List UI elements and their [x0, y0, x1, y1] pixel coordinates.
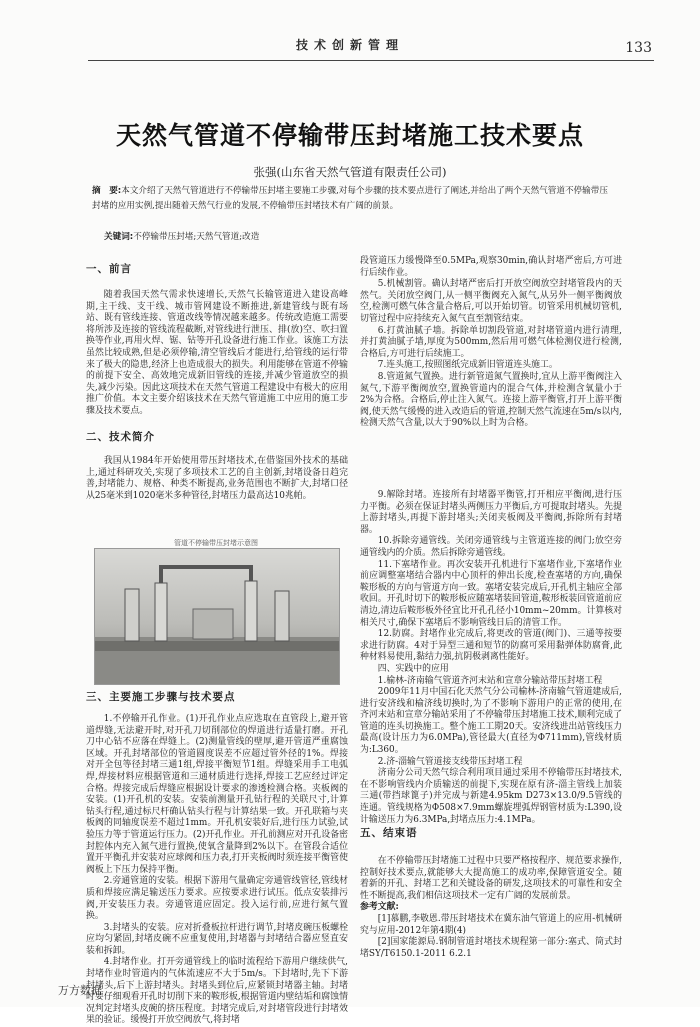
tech-paragraph — [86, 456, 348, 502]
steps-right-part1 — [360, 256, 622, 430]
reference-2: [2]国家能源局.钢制管道封堵技术规程第一部分:塞式、筒式封堵SY/T6150.1-2011 6.2.1 — [360, 937, 622, 959]
references-heading: 参考文献: — [360, 902, 399, 913]
header-rule — [88, 60, 654, 61]
conclusion-text: 在不停输带压封堵施工过程中只要严格按程序、规范要求操作,控制好技术要点,就能够大大提高施工的成功率,保障管道安全。随着新的开孔、封堵工艺和关键设备的研发,这项技术的可靠性和安全性不断提高,我们相信这项技术一定有广阔的发展前景。 — [360, 856, 622, 901]
keywords — [104, 230, 614, 242]
keywords-label: 关键词: — [104, 232, 134, 242]
step-11-text: 11.下塞堵作业。再次安装开孔机进行下塞堵作业,下塞堵作业前应调整塞堵结合器内中心顶杆的伸出长度,检查塞堵的方向,确保鞍形板的方向与管道方向一致。塞堵安装完成后,开孔机主轴应全部收回。开孔时切下的鞍形板应随塞堵装回管道,鞍形板装回管道前应清边,清边后鞍形板外径宜比开孔孔径小10mm~20mm。计算核对相关尺寸,确保下塞堵后不影响管线日后的清管工作。 — [360, 559, 622, 628]
step-9-text: 9.解除封堵。连接所有封堵器平衡管,打开相应平衡阀,进行压力平衡。必须在保证封堵头两侧压力平衡后,方可提取封堵头。先提上游封堵头,再提下游封堵头;关闭夹板阀及平衡阀,拆除所有封堵器。 — [360, 490, 622, 535]
hot-tap-machine-left — [155, 583, 167, 641]
case-2-title: 2.济-淄输气管道接支线带压封堵工程 — [377, 756, 523, 767]
steps-right-part2 — [360, 490, 622, 826]
step-2-text: 2.旁通管道的安装。根据下游用气量确定旁通管线管径,管线材质和焊接应满足输送压力要求。应按要求进行试压。低点安装排污阀,开安装压力表。旁通管道应固定。投入运行前,应进行氮气置换。 — [86, 876, 348, 922]
author-line: 张强(山东省天然气管道有限责任公司) — [253, 165, 447, 179]
step-4-continued: 段管道压力缓慢降至0.5MPa,观察30min,确认封堵严密后,方可进行后续作业。 — [360, 256, 622, 278]
footer-watermark: 万方数据 — [58, 984, 102, 997]
section-heading-tech: 二、技术简介 — [86, 431, 155, 443]
main-pipe — [95, 641, 339, 651]
plugging-machine-left — [125, 589, 139, 641]
cut-section — [193, 609, 233, 639]
step-12-text: 12.防腐。封堵作业完成后,将更改的管道(阀门)、三通等按要求进行防腐。4对于异型三通和短节的防腐可采用黏弹体防腐膏,此种材料易使用,黏结力强,抗阴极剥离性能好。 — [360, 629, 622, 663]
journal-section-title: 技术创新管理 — [295, 38, 404, 52]
step-4-text: 4.封堵作业。打开旁通管线上的临时流程给下游用户继续供气,封堵作业时管道内的气体流速应不大于5m/s。下封堵时,先下下游封堵头,后下上游封堵头。封堵头到位后,应紧锁封堵器主轴。封堵时要仔细观看开孔时切削下来的鞍形板,根据管道内壁结垢和腐蚀情况判定封堵头皮碗的挤压程度。封堵完成后,对封堵管段进行封堵效果的验证。缓慢打开放空阀放气,将封堵 — [86, 957, 348, 1026]
figure — [88, 539, 344, 685]
abstract-text: 本文介绍了天然气管道进行不停输带压封堵主要施工步骤,对每个步骤的技术要点进行了阐述,并给出了两个天然气管道不停输带压封堵的应用实例,提出随着天然气行业的发展,不停输带压封堵技术有广阔的前景。 — [92, 186, 608, 211]
step-1-text: 1.不停输开孔作业。(1)开孔作业点应选取在直管段上,避开管道焊缝,无法避开时,对开孔刀切削部位的焊道进行适量打磨。开孔刀中心钻不应落在焊缝上。(2)测量管线的壁厚,避开管道严重腐蚀区域。开孔封堵部位的管道圆度误差不应超过管外径的1%。焊接对开全包等径封堵三通1组,焊接平衡短节1组。焊缝采用手工电弧焊,焊接材料应根据管道和三通材质进行选择,焊接工艺应经过评定合格。焊接完成后焊缝应根据设计要求的渗透检测合格。夹板阀的安装。(1)开孔机的安装。安装前测量开孔钻行程的关联尺寸,计算钻头行程,通过标尺杆确认钻头行程与计算结果一致。开孔联箱与夹板阀的同轴度误差不超过1mm。开孔机安装好后,进行压力试验,试验压力等于管道运行压力。(2)开孔作业。开孔前测应对开孔设备密封腔体内充入氮气进行置换,使氧含量降到2%以下。在管段合适位置开平衡孔并安装对应球阀和压力表,打开夹板阀时须连接平衡管使阀板上下压力保持平衡。 — [86, 714, 348, 875]
case-2-text: 济南分公司天然气综合利用项目通过采用不停输带压封堵技术,在不影响管线内介质输送的前提下,实现在原有济-淄主管线上加装三通(带挡球篦子)并完成与新建4.95km D273×13.0/9.5管线的连通。管线规格为Φ508×7.9mm螺旋埋弧焊钢管材质为:L390,设计输送压力为6.3MPa,封堵点压力:4.1MPa。 — [360, 768, 622, 825]
cases-heading: 四、实践中的应用 — [377, 663, 449, 674]
reference-1: [1]慕鹏,李敬恩.带压封堵技术在冀东油气管道上的应用-机械研究与应用-2012年第4期(4) — [360, 913, 622, 936]
step-10-text: 10.拆除旁通管线。关闭旁通管线与主管道连接的阀门;放空旁通管线内的介质。然后拆除旁通管线。 — [360, 536, 622, 558]
section-heading-steps: 三、主要施工步骤与技术要点 — [86, 691, 236, 703]
step-6-text: 6.打黄油腻子墙。拆除单切割段管道,对封堵管道内进行清理,并打黄油腻子墙,厚度为500mm,然后用可燃气体检测仪进行检测,合格后,方可进行后续施工。 — [360, 325, 622, 359]
figure-caption: 管道不停输带压封堵示意图 — [174, 539, 258, 547]
article-title: 天然气管道不停输带压封堵施工技术要点 — [115, 121, 584, 150]
step-7-text: 7.连头施工,按照图纸完成新旧管道连头施工。 — [377, 360, 558, 371]
intro-paragraph — [86, 290, 348, 418]
abstract — [92, 184, 612, 214]
figure-image — [94, 548, 340, 685]
case-1-text: 2009年11月中国石化天然气分公司榆林-济南输气管道建成后,进行安济线和榆济线切换时,为了不影响下游用户的正常的使用,在齐河末站和宣章分输站采用了不停输带压封堵施工技术,顺利完成了管道的连头切换施工。整个施工工期20天。安济线进出站管线压力最高(设计压力为6.0MPa),管径最大(直径为Φ711mm),管线材质为:L360。 — [360, 687, 622, 756]
page-number: 133 — [625, 40, 652, 56]
case-1-title: 1.榆林-济南输气管道齐河末站和宣章分输站带压封堵工程 — [377, 675, 603, 686]
hot-tap-machine-right — [245, 581, 257, 641]
intro-text: 随着我国天然气需求快速增长,天然气长输管道进入建设高峰期,主干线、支干线、城市管网建设不断推进,新建管线与既有场站、既有管线连接、管道改线等情况越来越多。传统改造施工需要将所涉及连接的管线流程截断,对管线进行泄压、排(放)空、吹扫置换等作业,再用火焊、锯、钻等开孔设备进行施工作业。该施工方法虽然比较成熟,但是必须停输,清空管线后才能进行,给管线的运行带来了极大的隐患,经济上也造成很大的损失。利用能够在管道不停输的前提下安全、高效地完成新旧管线的连接,并减少管道放空的损失,减少污染。因此这项技术在天然气管道工程建设中有极大的应用推广价值。本文主要介绍该技术在天然气管道施工中应用的施工步骤及技术要点。 — [86, 290, 348, 416]
section-heading-conclusion: 五、结束语 — [360, 827, 418, 839]
section-heading-intro: 一、前言 — [86, 263, 132, 275]
abstract-label: 摘 要: — [92, 186, 122, 196]
steps-left-paragraphs — [86, 714, 348, 1027]
tech-text: 我国从1984年开始使用带压封堵技术,在借鉴国外技术的基础上,通过科研攻关,实现了多项技术工艺的自主创新,封堵设备日趋完善,封堵能力、规格、种类不断提高,业务范围也不断扩大,封堵口径从25毫米到1020毫米多种管径,封堵压力最高达10兆帕。 — [86, 456, 348, 501]
keywords-text: 不停输带压封堵;天然气管道;改造 — [133, 232, 260, 242]
step-5-text: 5.机械割管。确认封堵严密后打开放空阀放空封堵管段内的天然气。关闭放空阀门,从一侧平衡阀充入氮气,从另外一侧平衡阀放空,检测可燃气体含量合格后,可以开始切管。切管采用机械切管机,切管过程中应持续充入氮气直至割管结束。 — [360, 279, 622, 324]
bypass-line — [161, 567, 251, 583]
conclusion-paragraph — [360, 856, 622, 960]
plugging-machine-right — [275, 591, 289, 641]
step-3-text: 3.封堵头的安装。应对折叠板拉杆进行调节,封堵皮碗压板螺栓应均匀紧固,封堵皮碗不应重复使用,封堵器与封堵结合器应竖直安装和拆卸。 — [86, 922, 348, 956]
step-8-text: 8.管道氮气置换。进行新管道氮气置换时,宜从上游平衡阀注入氮气,下游平衡阀放空,置换管道内的混合气体,并检测含氧量小于2%为合格。合格后,停止注入氮气。连接上游平衡管,打开上游平衡阀,使天然气缓慢的进入改造后的管道,控制天然气流速在5m/s以内,检测天然气含量,以大于90%以上时为合格。 — [360, 371, 622, 429]
pipeline-plugging-diagram — [95, 549, 339, 684]
